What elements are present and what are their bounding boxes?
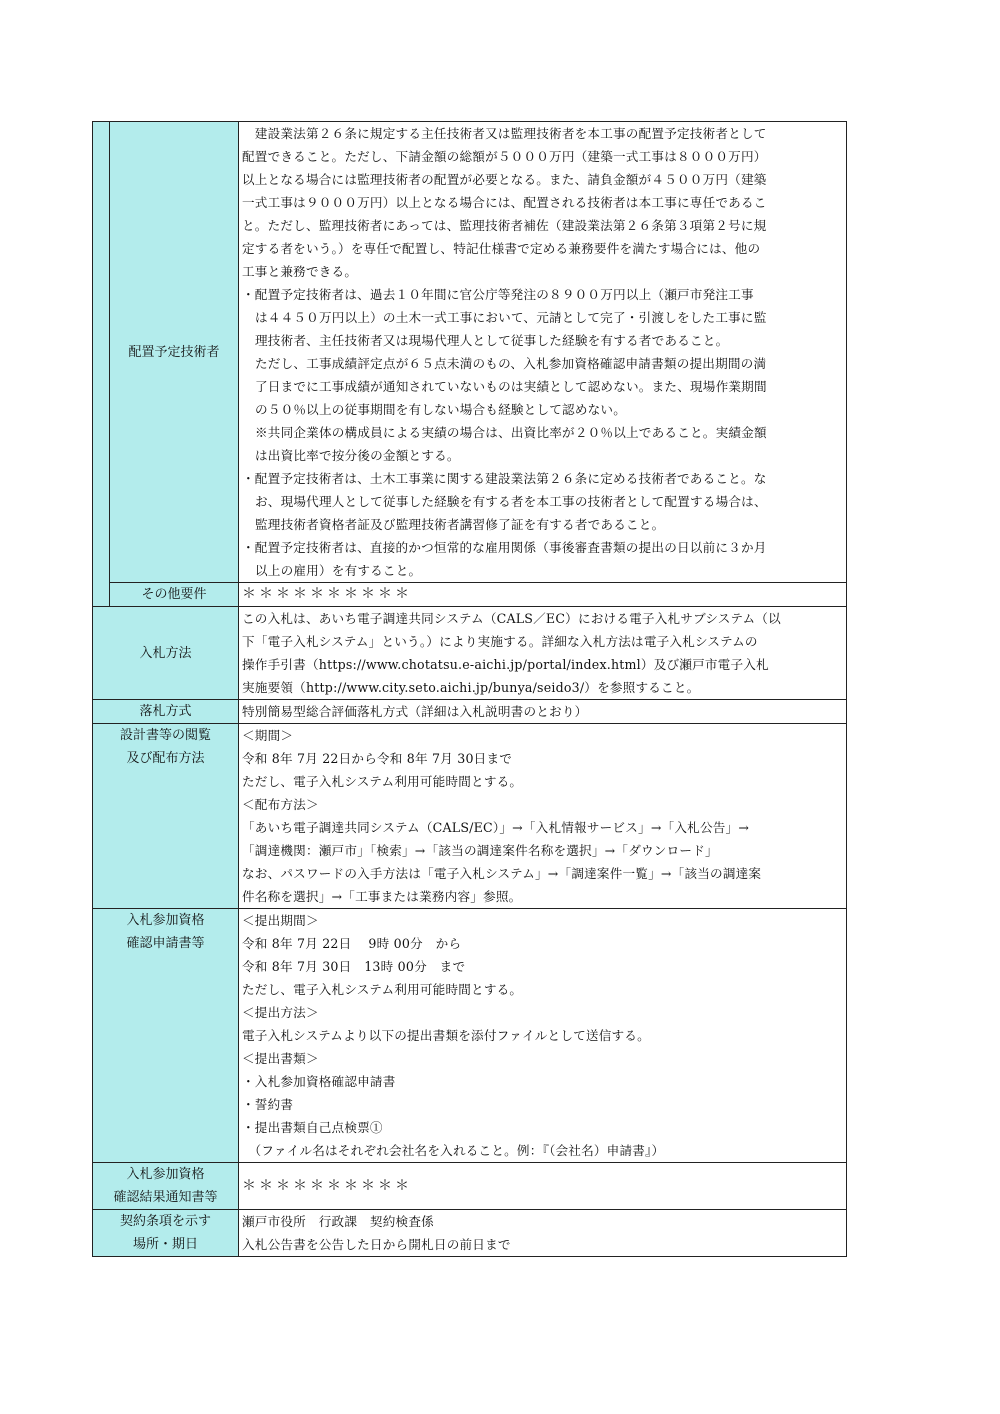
text-line: 令和 8年 7月 22日 9時 00分 から xyxy=(242,936,462,951)
value-keiyaku xyxy=(239,1210,847,1257)
row-sonota xyxy=(93,583,847,607)
text-line: 配置できること。ただし、下請金額の総額が５０００万円（建築一式工事は８０００万円） xyxy=(242,149,767,164)
label-kekka: 入札参加資格 確認結果通知書等 xyxy=(93,1163,239,1210)
text-line: ＜提出書類＞ xyxy=(242,1051,319,1066)
text-line: この入札は、あいち電子調達共同システム（CALS／EC）における電子入札サブシステム（以 xyxy=(242,611,781,626)
text-line: と。ただし、監理技術者にあっては、監理技術者補佐（建設業法第２６条第３項第２号に規 xyxy=(242,218,767,233)
text-line: 件名称を選択」→「工事または業務内容」参照。 xyxy=(242,889,522,904)
text-line: 建設業法第２６条に規定する主任技術者又は監理技術者を本工事の配置予定技術者として xyxy=(242,126,767,141)
value-sekkei xyxy=(239,724,847,909)
text-line: 一式工事は９０００万円）以上となる場合には、配置される技術者は本工事に専任であるこ xyxy=(242,195,767,210)
value-nyusatsu xyxy=(239,607,847,700)
text-line: 理技術者、主任技術者又は現場代理人として従事した経験を有する者であること。 xyxy=(255,333,729,348)
value-haichi xyxy=(239,122,847,583)
text-line: ・配置予定技術者は、直接的かつ恒常的な雇用関係（事後審査書類の提出の日以前に３か月 xyxy=(242,540,767,555)
text-line: （ファイル名はそれぞれ会社名を入れること。例：『（会社名）申請書』） xyxy=(242,1143,665,1158)
row-haichi xyxy=(93,122,847,583)
text-line: ※共同企業体の構成員による実績の場合は、出資比率が２０％以上であること。実績金額 xyxy=(255,425,767,440)
label-shinsei: 入札参加資格 確認申請書等 xyxy=(93,909,239,1163)
section-stripe xyxy=(93,122,110,607)
text-line: ただし、電子入札システム利用可能時間とする。 xyxy=(242,982,523,997)
text-line: の５０％以上の従事期間を有しない場合も経験として認めない。 xyxy=(255,402,627,417)
value-shinsei xyxy=(239,909,847,1163)
value-kekka: ＊＊＊＊＊＊＊＊＊＊ xyxy=(239,1163,847,1210)
text-line: ・誓約書 xyxy=(242,1097,294,1112)
row-shinsei xyxy=(93,909,847,1163)
row-keiyaku xyxy=(93,1210,847,1257)
text-line: 電子入札システムより以下の提出書類を添付ファイルとして送信する。 xyxy=(242,1028,650,1043)
row-kekka xyxy=(93,1163,847,1210)
row-nyusatsu xyxy=(93,607,847,700)
tender-conditions-table xyxy=(92,121,847,1257)
text-line: 以上となる場合には監理技術者の配置が必要となる。また、請負金額が４５００万円（建築 xyxy=(242,172,767,187)
label-sekkei: 設計書等の閲覧 及び配布方法 xyxy=(93,724,239,909)
text-line: 定する者をいう。）を専任で配置し、特記仕様書で定める兼務要件を満たす場合には、他の xyxy=(242,241,761,256)
text-line: 「あいち電子調達共同システム（CALS/EC）」→「入札情報サービス」→「入札公告」→ xyxy=(242,820,750,835)
label-sonota: その他要件 xyxy=(110,583,239,607)
text-line: 監理技術者資格者証及び監理技術者講習修了証を有する者であること。 xyxy=(255,517,665,532)
text-line: ＜提出方法＞ xyxy=(242,1005,319,1020)
row-sekkei xyxy=(93,724,847,909)
text-line: お、現場代理人として従事した経験を有する者を本工事の技術者として配置する場合は、 xyxy=(255,494,767,509)
text-line: 下「電子入札システム」という。）により実施する。詳細な入札方法は電子入札システムの xyxy=(242,634,758,649)
text-line: は４４５０万円以上）の土木一式工事において、元請として完了・引渡しをした工事に監 xyxy=(255,310,767,325)
text-line: ＜提出期間＞ xyxy=(242,913,319,928)
label-haichi: 配置予定技術者 xyxy=(110,122,239,583)
text-line: ・配置予定技術者は、過去１０年間に官公庁等発注の８９００万円以上（瀬戸市発注工事 xyxy=(242,287,754,302)
text-line: 瀬戸市役所 行政課 契約検査係 xyxy=(242,1214,434,1229)
text-line: 「調達機関：瀬戸市」「検索」→「該当の調達案件名称を選択」→「ダウンロード」 xyxy=(242,843,718,858)
value-rakusatsu: 特別簡易型総合評価落札方式（詳細は入札説明書のとおり） xyxy=(239,700,847,724)
label-keiyaku: 契約条項を示す 場所・期日 xyxy=(93,1210,239,1257)
text-line: ＜期間＞ xyxy=(242,728,294,743)
text-line: ただし、工事成績評定点が６５点未満のもの、入札参加資格確認申請書類の提出期間の満 xyxy=(255,356,767,371)
text-line: なお、パスワードの入手方法は「電子入札システム」→「調達案件一覧」→「該当の調達案 xyxy=(242,866,762,881)
label-nyusatsu: 入札方法 xyxy=(93,607,239,700)
text-line: 令和 8年 7月 22日から令和 8年 7月 30日まで xyxy=(242,751,513,766)
text-line: 工事と兼務できる。 xyxy=(242,264,358,279)
text-line: 実施要領（http://www.city.seto.aichi.jp/bunya/seido3/）を参照すること。 xyxy=(242,680,700,695)
label-rakusatsu: 落札方式 xyxy=(93,700,239,724)
text-line: 操作手引書（https://www.chotatsu.e-aichi.jp/portal/index.html）及び瀬戸市電子入札 xyxy=(242,657,769,672)
text-line: は出資比率で按分後の金額とする。 xyxy=(255,448,460,463)
row-rakusatsu xyxy=(93,700,847,724)
text-line: 令和 8年 7月 30日 13時 00分 まで xyxy=(242,959,466,974)
text-line: ＜配布方法＞ xyxy=(242,797,319,812)
text-line: ・提出書類自己点検票① xyxy=(242,1120,383,1135)
value-sonota: ＊＊＊＊＊＊＊＊＊＊ xyxy=(239,583,847,607)
text-line: ただし、電子入札システム利用可能時間とする。 xyxy=(242,774,523,789)
text-line: 入札公告書を公告した日から開札日の前日まで xyxy=(242,1237,511,1252)
text-line: ・配置予定技術者は、土木工事業に関する建設業法第２６条に定める技術者であること。な xyxy=(242,471,767,486)
text-line: ・入札参加資格確認申請書 xyxy=(242,1074,396,1089)
text-line: 了日までに工事成績が通知されていないものは実績として認めない。また、現場作業期間 xyxy=(255,379,767,394)
text-line: 以上の雇用）を有すること。 xyxy=(255,563,422,578)
